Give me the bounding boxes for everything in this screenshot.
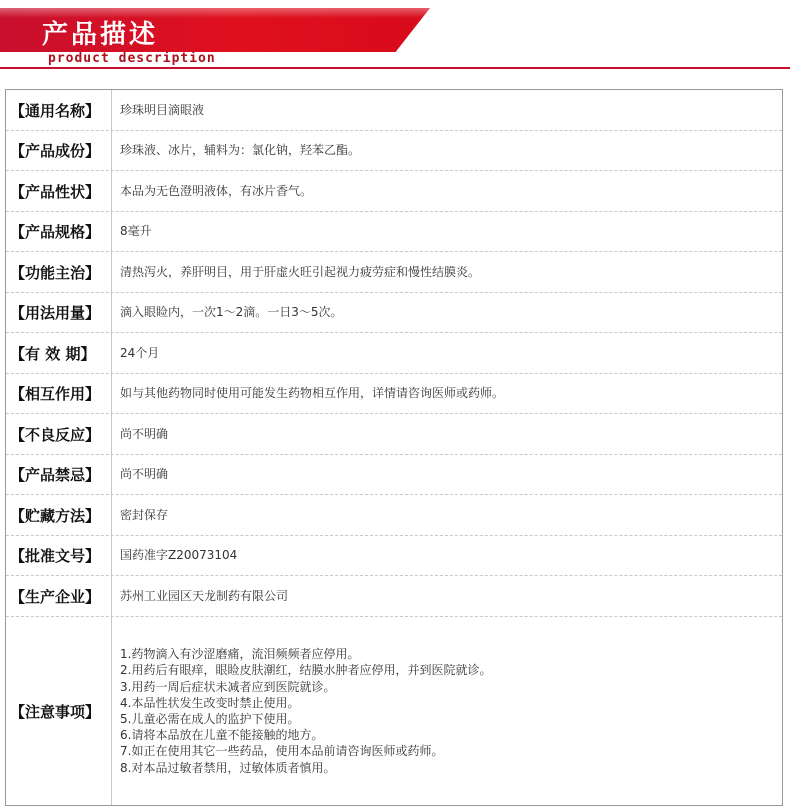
table-row	[6, 333, 782, 374]
table-row	[6, 414, 782, 455]
row-label: 【生产企业】	[6, 576, 112, 616]
row-label: 【批准文号】	[6, 536, 112, 575]
row-value: 本品为无色澄明液体，有冰片香气。	[120, 183, 313, 198]
notes-list	[112, 646, 491, 776]
row-label: 【产品禁忌】	[6, 455, 112, 494]
row-label: 【贮藏方法】	[6, 495, 112, 535]
row-value: 尚不明确	[120, 426, 169, 441]
table-row	[6, 374, 782, 414]
row-value: 如与其他药物同时使用可能发生药物相互作用，详情请咨询医师或药师。	[120, 386, 505, 400]
row-label: 【用法用量】	[6, 293, 112, 332]
row-value: 8毫升	[120, 224, 152, 238]
table-row	[6, 293, 782, 333]
notes-item: 3.用药一周后症状未减者应到医院就诊。	[120, 679, 336, 694]
row-label: 【相互作用】	[6, 374, 112, 413]
row-value: 珍珠液、冰片，辅料为：氯化钠，羟苯乙酯。	[120, 143, 361, 157]
row-label: 【功能主治】	[6, 252, 112, 292]
table-row	[6, 495, 782, 536]
notes-item: 6.请将本品放在儿童不能接触的地方。	[120, 728, 324, 743]
page-title: 产品描述	[42, 20, 159, 50]
row-value: 24个月	[120, 345, 160, 360]
row-value: 滴入眼睑内，一次1～2滴。一日3～5次。	[120, 305, 343, 319]
header-divider	[0, 67, 790, 69]
notes-item: 4.本品性状发生改变时禁止使用。	[120, 695, 300, 710]
row-value: 苏州工业园区天龙制药有限公司	[120, 588, 289, 603]
table-row	[6, 171, 782, 212]
row-value: 密封保存	[120, 507, 169, 522]
table-row	[6, 455, 782, 495]
row-value: 清热泻火，养肝明目，用于肝虚火旺引起视力疲劳症和慢性结膜炎。	[120, 264, 481, 279]
notes-item: 7.如正在使用其它一些药品，使用本品前请咨询医师或药师。	[120, 744, 444, 759]
row-label: 【有 效 期】	[6, 333, 112, 373]
table-row	[6, 131, 782, 171]
notes-item: 1.药物滴入有沙涩磨痛，流泪频频者应停用。	[120, 647, 360, 662]
row-label: 【产品规格】	[6, 212, 112, 251]
row-value: 珍珠明目滴眼液	[120, 102, 205, 117]
notes-label: 【注意事项】	[6, 617, 112, 805]
table-row	[6, 212, 782, 252]
header-banner	[0, 0, 790, 72]
table-row	[6, 252, 782, 293]
row-label: 【产品性状】	[6, 171, 112, 211]
notes-item: 2.用药后有眼痒，眼睑皮肤潮红，结膜水肿者应停用，并到医院就诊。	[120, 663, 492, 678]
row-label: 【产品成份】	[6, 131, 112, 170]
table-row	[6, 576, 782, 617]
row-value: 尚不明确	[120, 467, 169, 481]
table-row	[6, 90, 782, 131]
row-label: 【通用名称】	[6, 90, 112, 130]
notes-row	[6, 617, 782, 805]
product-info-table	[5, 89, 783, 806]
page-subtitle: product description	[48, 51, 216, 66]
row-label: 【不良反应】	[6, 414, 112, 454]
notes-item: 8.对本品过敏者禁用，过敏体质者慎用。	[120, 760, 336, 775]
notes-item: 5.儿童必需在成人的监护下使用。	[120, 712, 300, 726]
table-row	[6, 536, 782, 576]
row-value: 国药准字Z20073104	[120, 548, 238, 562]
